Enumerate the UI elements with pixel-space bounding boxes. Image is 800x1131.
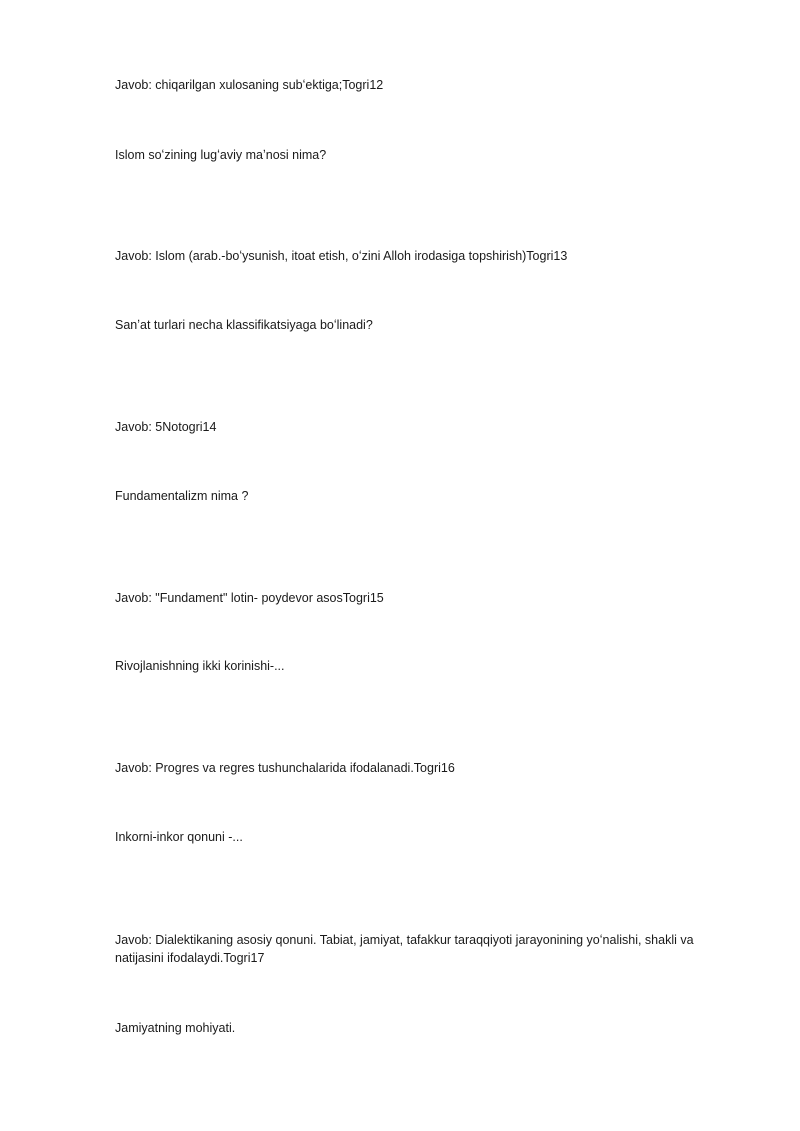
question-line: Jamiyatning mohiyati. (115, 1021, 236, 1035)
answer-line: Javob: "Fundament" lotin- poydevor asosTogri15 (115, 591, 384, 605)
answer-line: Javob: Islom (arab.-boʻysunish, itoat etish, oʻzini Alloh irodasiga topshirish)Togri13 (115, 249, 568, 263)
question-line: Rivojlanishning ikki korinishi-... (115, 659, 285, 673)
answer-line: Javob: Progres va regres tushunchalarida ifodalanadi.Togri16 (115, 761, 455, 775)
question-line: Inkorni-inkor qonuni -... (115, 830, 243, 844)
question-line: Sanʼat turlari necha klassifikatsiyaga boʻlinadi? (115, 318, 373, 332)
answer-line: Javob: Dialektikaning asosiy qonuni. Tabiat, jamiyat, tafakkur taraqqiyoti jarayonining yoʻnalishi, shakli va natijasini ifodalaydi.Togri17 (115, 933, 694, 965)
question-line: Fundamentalizm nima ? (115, 489, 249, 503)
question-line: Islom soʻzining lugʻaviy maʼnosi nima? (115, 148, 327, 162)
answer-line: Javob: chiqarilgan xulosaning subʻektiga;Togri12 (115, 78, 384, 92)
answer-line: Javob: 5Notogri14 (115, 420, 217, 434)
